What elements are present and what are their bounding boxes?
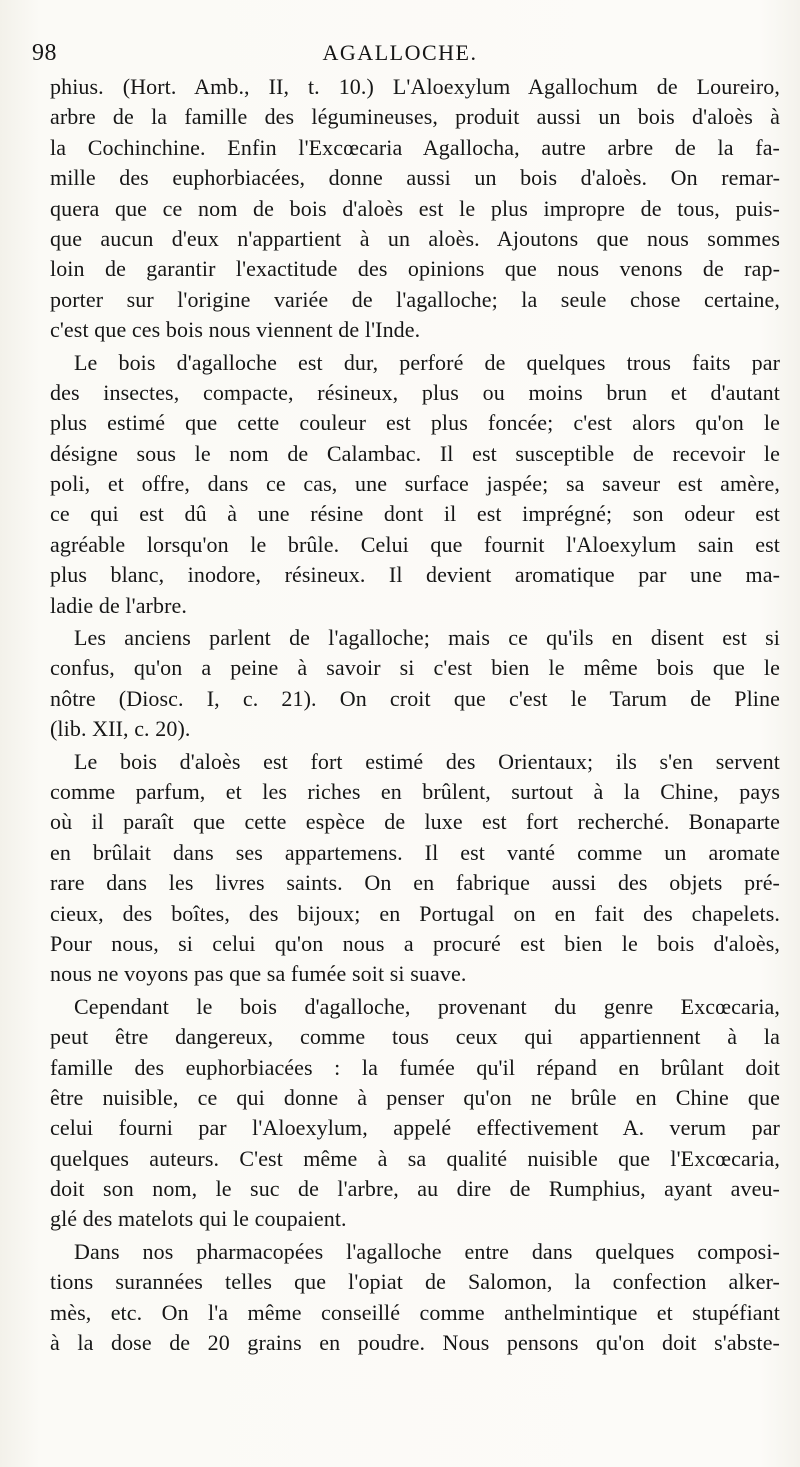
paragraph-4 [50,747,780,990]
text-line: que aucun d'eux n'appartient à un aloès. Ajoutons que nous sommes [50,225,780,251]
text-line: désigne sous le nom de Calambac. Il est susceptible de recevoir le [50,440,780,466]
text-line: ce qui est dû à une résine dont il est imprégné; son odeur est [50,501,780,527]
text-line: (lib. XII, c. 20). [50,716,191,742]
text-line: arbre de la famille des légumineuses, produit aussi un bois d'aloès à [50,104,780,130]
text-line: Cependant le bois d'agalloche, provenant du genre Excœcaria, [74,993,780,1019]
page-number: 98 [32,40,57,66]
text-line: Pour nous, si celui qu'on nous a procuré est bien le bois d'aloès, [50,930,780,956]
text-line: ladie de l'arbre. [50,592,187,618]
text-line: Le bois d'aloès est fort estimé des Orientaux; ils s'en servent [74,748,780,774]
page-header [0,38,800,72]
text-line: famille des euphorbiacées : la fumée qu'il répand en brûlant doit [50,1054,780,1080]
text-line: en brûlait dans ses appartemens. Il est vanté comme un aromate [50,839,780,865]
text-line: peut être dangereux, comme tous ceux qui appartiennent à la [50,1024,780,1050]
text-line: Dans nos pharmacopées l'agalloche entre dans quelques composi- [74,1238,780,1264]
text-line: loin de garantir l'exactitude des opinions que nous venons de rap- [50,256,780,282]
text-line: plus blanc, inodore, résineux. Il devient aromatique par une ma- [50,562,780,588]
paragraph-1 [50,72,780,346]
text-line: phius. (Hort. Amb., II, t. 10.) L'Aloexylum Agallochum de Loureiro, [50,74,780,99]
text-line: celui fourni par l'Aloexylum, appelé effectivement A. verum par [50,1115,780,1141]
text-line: plus estimé que cette couleur est plus foncée; c'est alors qu'on le [50,410,780,436]
text-line: rare dans les livres saints. On en fabrique aussi des objets pré- [50,870,780,896]
text-line: des insectes, compacte, résineux, plus ou moins brun et d'autant [50,379,780,405]
text-line: quera que ce nom de bois d'aloès est le plus impropre de tous, puis- [50,195,780,221]
text-line: être nuisible, ce qui donne à penser qu'on ne brûle en Chine que [50,1084,780,1110]
text-line: mille des euphorbiacées, donne aussi un bois d'aloès. On remar- [50,165,780,191]
paragraph-6 [50,1237,780,1359]
text-line: tions surannées telles que l'opiat de Salomon, la confection alker- [50,1269,780,1295]
text-line: cieux, des boîtes, des bijoux; en Portugal on en fait des chapelets. [50,900,780,926]
text-line: porter sur l'origine variée de l'agalloche; la seule chose certaine, [50,286,780,312]
body-text [50,72,780,1358]
text-line: nôtre (Diosc. I, c. 21). On croit que c'est le Tarum de Pline [50,685,780,711]
text-line: agréable lorsqu'on le brûle. Celui que fournit l'Aloexylum sain est [50,531,780,557]
text-line: mès, etc. On l'a même conseillé comme anthelmintique et stupéfiant [50,1299,780,1325]
text-line: Le bois d'agalloche est dur, perforé de quelques trous faits par [74,349,780,375]
running-title: AGALLOCHE. [322,40,478,65]
text-line: où il paraît que cette espèce de luxe est fort recherché. Bonaparte [50,809,780,835]
paragraph-3 [50,623,780,745]
text-line: à la dose de 20 grains en poudre. Nous pensons qu'on doit s'abste- [50,1330,780,1356]
text-line: poli, et offre, dans ce cas, une surface jaspée; sa saveur est amère, [50,471,780,497]
paragraph-2 [50,348,780,622]
text-line: Les anciens parlent de l'agalloche; mais ce qu'ils en disent est si [74,625,780,651]
text-line: nous ne voyons pas que sa fumée soit si suave. [50,961,467,987]
text-line: comme parfum, et les riches en brûlent, surtout à la Chine, pays [50,778,780,804]
text-line: doit son nom, le suc de l'arbre, au dire de Rumphius, ayant aveu- [50,1176,780,1202]
text-line: glé des matelots qui le coupaient. [50,1206,347,1232]
text-line: quelques auteurs. C'est même à sa qualité nuisible que l'Excœcaria, [50,1145,780,1171]
text-line: confus, qu'on a peine à savoir si c'est bien le même bois que le [50,655,780,681]
text-line: c'est que ces bois nous viennent de l'Inde. [50,317,421,343]
paragraph-5 [50,992,780,1235]
text-line: la Cochinchine. Enfin l'Excœcaria Agallocha, autre arbre de la fa- [50,134,780,160]
